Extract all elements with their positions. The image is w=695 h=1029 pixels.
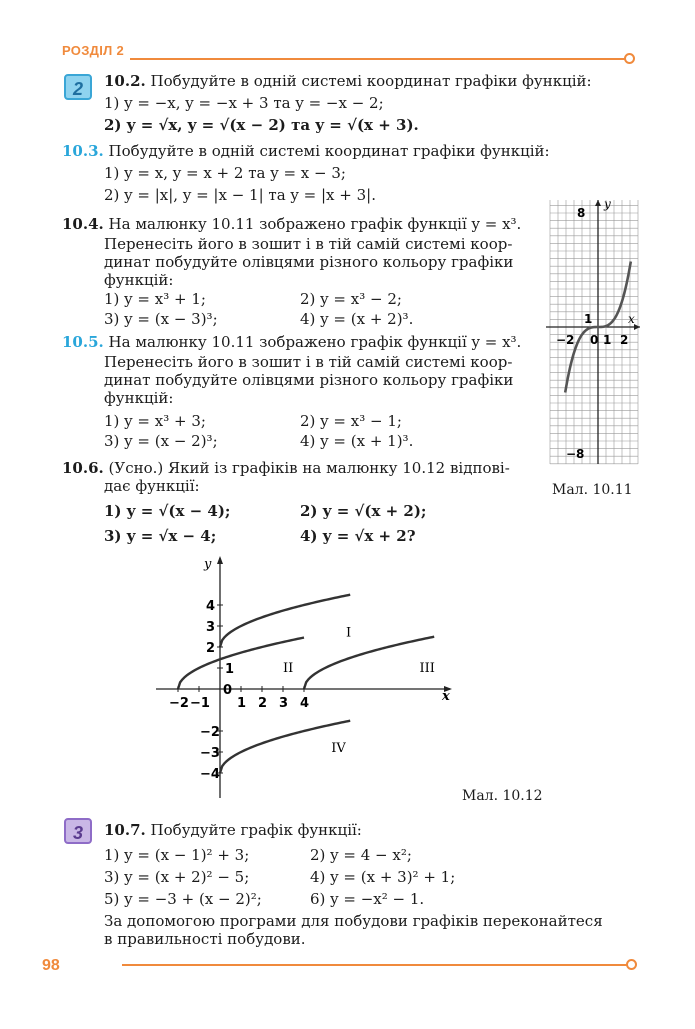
curve-label-III: III [419,661,435,677]
problem-10-7-opt4: 4) y = (x + 3)² + 1; [310,868,456,886]
problem-10-2-line1: 1) y = −x, y = −x + 3 та y = −x − 2; [104,94,384,112]
level-3-badge: 3 [64,818,92,844]
y-axis-arrow [217,556,223,564]
curve-label-IV: IV [331,741,346,756]
problem-number: 10.5. [62,333,104,351]
problem-number: 10.6. [62,459,104,477]
curve-label-I: I [346,625,352,641]
problem-text: На малюнку 10.11 зображено графік функції y = x³. [108,215,522,233]
header-rule [130,58,625,60]
problem-10-7-opt6: 6) y = −x² − 1. [310,890,425,908]
level-2-badge: 2 [64,74,92,100]
curve-I [220,595,350,647]
y-axis-label: y [204,557,212,572]
x-tick-label: 4 [300,696,310,711]
y-tick-label: 2 [206,641,216,656]
problem-text: Побудуйте графік функції: [150,821,362,839]
problem-10-6-opt3: 3) y = √x − 4; [104,527,217,545]
problem-text: (Усно.) Який із графіків на малюнку 10.12 відпові- [108,459,510,477]
y-tick-label: 4 [206,599,216,614]
problem-10-6-header [62,459,510,477]
problem-10-4-opt2: 2) y = x³ − 2; [300,290,402,308]
curve-label-II: II [283,661,294,677]
problem-text: Побудуйте в одній системі координат графіки функцій: [150,72,592,90]
page-number: 98 [42,957,60,974]
problem-10-7-opt3: 3) y = (x + 2)² − 5; [104,868,250,886]
figure-10-12 [150,550,460,800]
problem-10-3-line1: 1) y = x, y = x + 2 та y = x − 3; [104,164,346,182]
problem-10-4-text2: Перенесіть його в зошит і в тій самій системі коор- [104,235,513,253]
section-title: РОЗДІЛ 2 [62,43,124,58]
problem-number: 10.3. [62,142,104,160]
problem-10-7-note1: За допомогою програми для побудови графіків переконайтеся [104,912,603,930]
y-axis-label: y [604,197,611,211]
figure-10-11 [540,196,644,468]
x-tick-label: 3 [279,696,289,711]
figure-10-12-caption: Мал. 10.12 [462,788,543,804]
footer-rule [122,964,627,966]
problem-10-4-text4: функцій: [104,271,174,289]
problem-text: На малюнку 10.11 зображено графік функції y = x³. [108,333,522,351]
y-tick-label: −4 [200,767,220,782]
y-tick-label: −3 [200,746,220,761]
problem-10-4-header [62,215,521,233]
problem-number: 10.4. [62,215,104,233]
problem-10-3-line2: 2) y = |x|, y = |x − 1| та y = |x + 3|. [104,186,376,204]
problem-10-2-header [104,72,592,90]
problem-10-4-opt3: 3) y = (x − 3)³; [104,310,218,328]
x-axis-label: x [442,689,450,704]
y-tick-label: 1 [225,662,235,677]
problem-number: 10.2. [104,72,146,90]
x-tick-label: −1 [190,696,210,711]
problem-10-7-note2: в правильності побудови. [104,930,306,948]
x-tick-label: −2 [169,696,189,711]
tick-x-0: 0 [590,333,599,347]
problem-10-2-line2: 2) y = √x, y = √(x − 2) та y = √(x + 3). [104,116,419,134]
y-tick-label: 3 [206,620,216,635]
problem-10-5-opt1: 1) y = x³ + 3; [104,412,206,430]
figure-10-11-caption: Мал. 10.11 [552,482,633,498]
problem-10-5-opt2: 2) y = x³ − 1; [300,412,402,430]
problem-10-7-header [104,821,362,839]
problem-10-6-opt1: 1) y = √(x − 4); [104,502,231,520]
problem-10-6-text2: дає функції: [104,477,200,495]
tick-x-1: 1 [603,333,612,347]
problem-10-5-opt4: 4) y = (x + 1)³. [300,432,414,450]
footer-rule-end [626,959,637,970]
tick-x-2: 2 [620,333,629,347]
problem-10-5-text2: Перенесіть його в зошит і в тій самій системі коор- [104,353,513,371]
y-tick-label: −2 [200,725,220,740]
problem-10-5-header [62,333,521,351]
curve-III [304,637,434,689]
problem-10-7-opt2: 2) y = 4 − x²; [310,846,412,864]
tick-y-minus-8: −8 [566,447,585,461]
problem-10-6-opt4: 4) y = √x + 2? [300,527,416,545]
problem-10-7-opt5: 5) y = −3 + (x − 2)²; [104,890,262,908]
figure-10-11-grid [550,200,638,464]
tick-y-1: 1 [584,312,593,326]
problem-10-4-text3: динат побудуйте олівцями різного кольору графіки [104,253,514,271]
tick-y-8: 8 [577,206,586,220]
problem-text: Побудуйте в одній системі координат графіки функцій: [108,142,550,160]
problem-10-6-opt2: 2) y = √(x + 2); [300,502,427,520]
y-axis-arrow [595,200,601,206]
problem-10-4-opt1: 1) y = x³ + 1; [104,290,206,308]
problem-10-5-opt3: 3) y = (x − 2)³; [104,432,218,450]
x-axis-label: x [628,312,635,326]
problem-10-3-header [62,142,550,160]
problem-number: 10.7. [104,821,146,839]
x-tick-label: 1 [237,696,247,711]
x-tick-label: 2 [258,696,268,711]
x-axis-arrow [634,324,640,330]
problem-10-5-text4: функцій: [104,389,174,407]
problem-10-4-opt4: 4) y = (x + 2)³. [300,310,414,328]
problem-10-7-opt1: 1) y = (x − 1)² + 3; [104,846,250,864]
x-tick-label: 0 [223,683,233,698]
problem-10-5-text3: динат побудуйте олівцями різного кольору графіки [104,371,514,389]
tick-x-minus-2: −2 [556,333,575,347]
header-rule-end [624,53,635,64]
